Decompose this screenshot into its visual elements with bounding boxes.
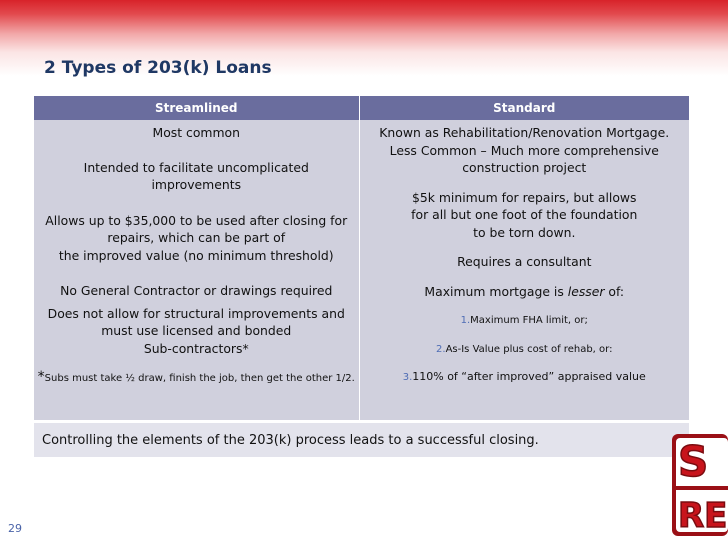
- streamlined-structural-line-1: Does not allow for structural improvements and: [47, 305, 345, 321]
- company-logo: [670, 432, 728, 538]
- table-footer-row: [34, 423, 689, 457]
- logo-bottom-letters: RE: [678, 496, 728, 536]
- max-prefix: Maximum mortgage is: [424, 283, 568, 299]
- streamlined-cell: [34, 120, 359, 420]
- list-number: 3.: [402, 372, 413, 383]
- standard-known-line-1: Known as Rehabilitation/Renovation Mortgage.: [379, 125, 670, 140]
- footnote-text: Subs must take ½ draw, finish the job, then get the other 1/2.: [44, 373, 355, 384]
- table-body-row: [34, 120, 689, 420]
- max-lesser: lesser: [567, 283, 605, 299]
- list-text: 110% of “after improved” appraised value: [412, 370, 646, 383]
- list-number: 2.: [436, 343, 446, 355]
- streamlined-intended-line-2: improvements: [151, 177, 242, 192]
- logo-top-letters: S: [678, 437, 709, 486]
- loan-types-table: [34, 96, 689, 457]
- streamlined-footnote: [34, 368, 359, 388]
- standard-consultant: Requires a consultant: [457, 254, 592, 269]
- standard-min-line-1: $5k minimum for repairs, but allows: [411, 189, 637, 205]
- list-number: 1.: [460, 315, 471, 326]
- header-streamlined: Streamlined: [34, 96, 359, 120]
- streamlined-intended-line-1: Intended to facilitate uncomplicated: [83, 159, 309, 175]
- streamlined-allows-line-3: the improved value (no minimum threshold): [58, 247, 334, 263]
- streamlined-allows-line-1: Allows up to $35,000 to be used after closing for: [45, 212, 348, 228]
- streamlined-no-gc: No General Contractor or drawings required: [60, 283, 333, 298]
- max-suffix: of:: [604, 283, 625, 299]
- header-standard: Standard: [359, 96, 689, 120]
- standard-cell: [359, 120, 689, 420]
- list-text: Maximum FHA limit, or;: [470, 315, 588, 326]
- footer-note: Controlling the elements of the 203(k) process leads to a successful closing.: [34, 423, 689, 457]
- streamlined-allows-line-2: repairs, which can be part of: [107, 230, 286, 245]
- standard-max-mortgage: [360, 283, 690, 301]
- standard-known-line-2: Less Common – Much more comprehensive: [389, 142, 659, 158]
- streamlined-structural-line-3: Sub-contractors*: [143, 340, 249, 356]
- standard-known-line-3: construction project: [462, 160, 587, 175]
- standard-list-item: [360, 310, 690, 330]
- standard-min-line-3: to be torn down.: [473, 224, 576, 240]
- streamlined-most-common: Most common: [152, 125, 240, 140]
- slide-title: 2 Types of 203(k) Loans: [44, 58, 272, 78]
- standard-list-item: [360, 339, 690, 359]
- table-header-row: [34, 96, 689, 120]
- standard-min-line-2: for all but one foot of the foundation: [411, 207, 638, 222]
- standard-list-item: [360, 367, 690, 387]
- streamlined-structural-line-2: must use licensed and bonded: [101, 323, 292, 338]
- footnote-asterisk: *: [37, 369, 45, 385]
- list-text: As-Is Value plus cost of rehab, or:: [445, 343, 613, 355]
- slide-number: 29: [8, 522, 22, 535]
